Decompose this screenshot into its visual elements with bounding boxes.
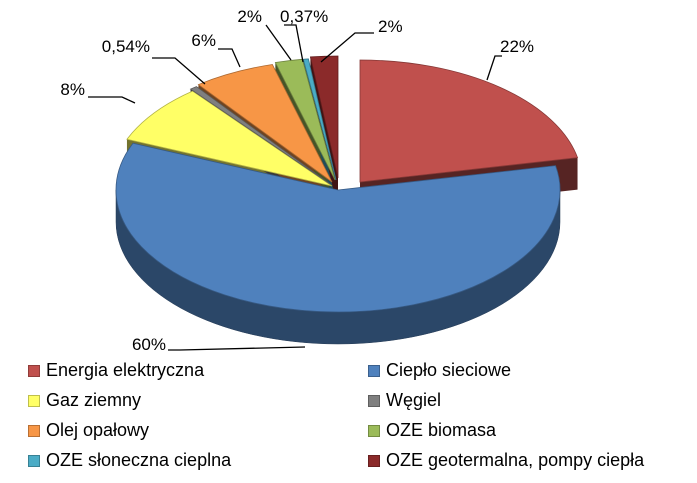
leader-line [88,97,135,103]
legend-label: Węgiel [386,390,442,410]
data-label: 6% [191,31,216,50]
legend-swatch [368,395,380,407]
legend-label: Gaz ziemny [46,390,142,410]
data-label: 2% [378,17,403,36]
legend-item [368,390,441,411]
data-label: 0,54% [101,37,150,56]
legend-label: Ciepło sieciowe [386,360,512,380]
leader-line [266,25,291,60]
legend-label: Olej opałowy [46,420,150,440]
leader-line [284,25,303,62]
legend-swatch [368,455,380,467]
legend-item [28,360,204,381]
legend-swatch [28,395,40,407]
legend-item [28,390,141,411]
legend-label: OZE biomasa [386,420,497,440]
legend-swatch [28,425,40,437]
legend-swatch [368,365,380,377]
data-label: 2% [237,7,262,26]
legend-label: OZE geotermalna, pompy ciepła [386,450,645,470]
leader-line [487,56,502,80]
leader-line [168,347,305,350]
leader-line [152,58,205,84]
legend-item [368,360,511,381]
legend-item [28,450,231,471]
data-label: 22% [500,37,535,56]
legend-label: OZE słoneczna cieplna [46,450,232,470]
data-label: 0,37% [280,7,329,26]
legend-item [28,420,149,441]
data-label: 60% [131,335,166,354]
legend-label: Energia elektryczna [46,360,205,380]
leader-line [218,49,240,67]
legend-swatch [368,425,380,437]
legend-item [368,420,496,441]
data-label: 8% [60,80,85,99]
legend-swatch [28,365,40,377]
legend-item [368,450,644,471]
legend-swatch [28,455,40,467]
